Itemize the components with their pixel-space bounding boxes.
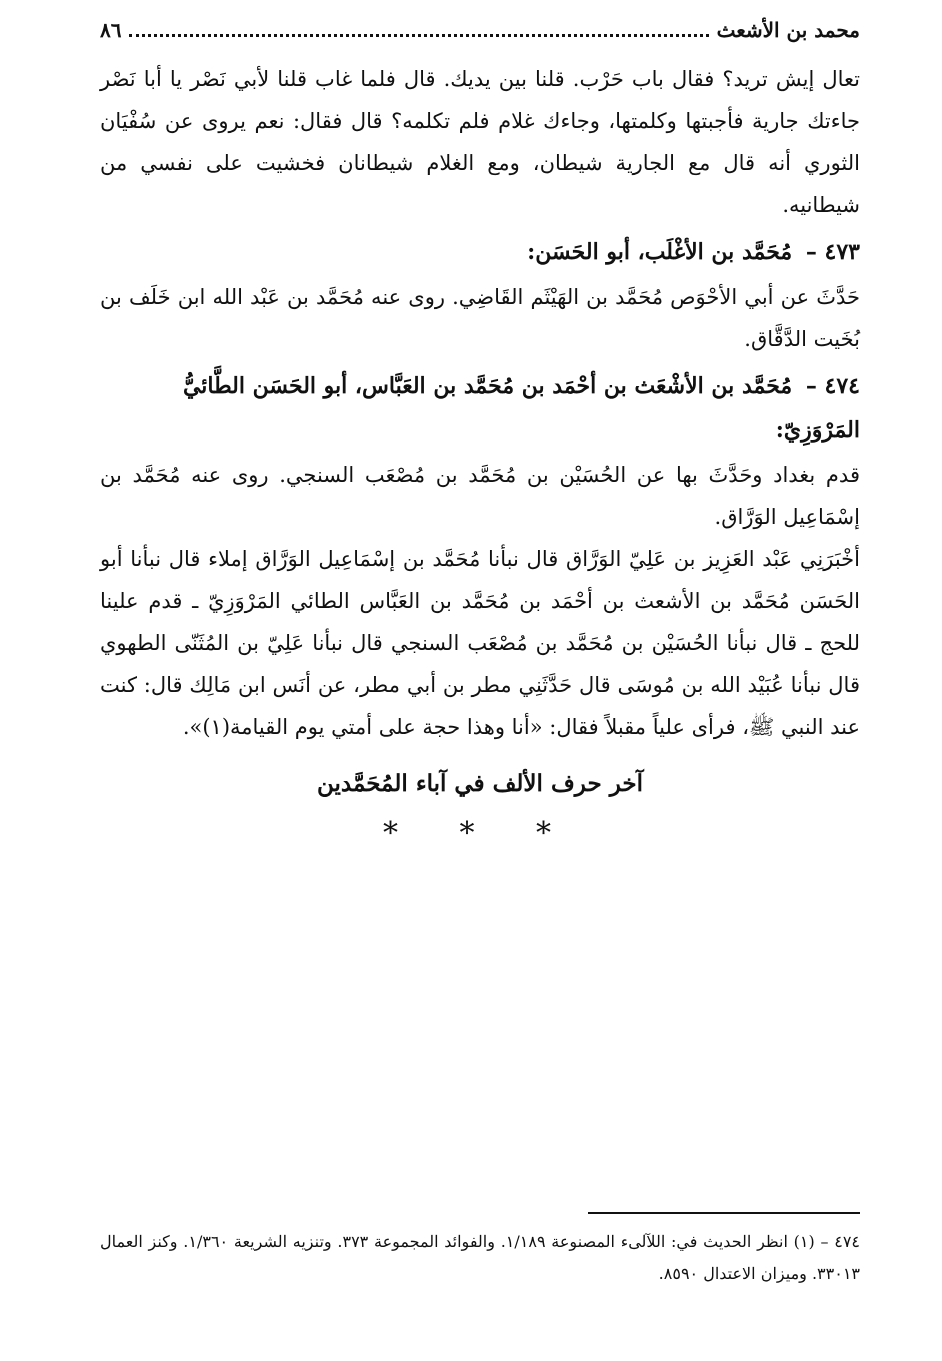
entry-473-title: مُحَمَّد بن الأغْلَب، أبو الحَسَن: <box>527 239 793 265</box>
entry-474-title: مُحَمَّد بن الأشْعَث بن أحْمَد بن مُحَمَّد بن العَبَّاس، أبو الحَسَن الطَّائيُّ المَرْوَزِيّ: <box>182 373 860 443</box>
paragraph-continuation: تعال إيش تريد؟ فقال باب حَرْب. قلنا بين يديك. قال فلما غاب قلنا لأبي نَصْر يا أبا نَصْر جاءتك جارية فأجبتها وكلمتها، وجاءك غلام فلم تكلمه؟ قال فقال: نعم يروى عن سُفْيَان الثوري أنه قال مع الجارية شيطان، ومع الغلام شيطانان فخشيت على نفسي من شيطانيه. <box>100 67 860 217</box>
entry-473-number: ٤٧٣ – <box>805 239 860 265</box>
document-page <box>100 18 860 854</box>
entry-473-heading <box>100 230 860 274</box>
leader-dots <box>129 20 708 37</box>
entry-474-hadith: أخْبَرَنِي عَبْد العَزِيز بن عَلِيّ الوَرَّاق قال نبأنا مُحَمَّد بن إسْمَاعِيل الوَرَّاق إملاء قال نبأنا أبو الحَسَن مُحَمَّد بن الأشعث بن أحْمَد بن مُحَمَّد بن العَبَّاس الطائي المَرْوَزِيّ ـ قدم علينا للحج ـ قال نبأنا الحُسَيْن بن مُحَمَّد بن مُصْعَب السنجي قال نبأنا عَلِيّ بن المُثَنّى الطهوي قال نبأنا عُبَيْد الله بن مُوسَى قال حَدَّثَنِي مطر بن أبي مطر، عن أنَس ابن مَالِك قال: كنت عند النبي ﷺ، فرأى علياً مقبلاً فقال: «أنا وهذا حجة على أمتي يوم القيامة(١)». <box>100 547 860 739</box>
entry-474-number: ٤٧٤ – <box>805 373 860 399</box>
footnote-rule <box>588 1212 860 1214</box>
entry-473-body: حَدَّثَ عن أبي الأحْوَص مُحَمَّد بن الهَيْثَم القَاضِي. روى عنه مُحَمَّد بن عَبْد الله ابن خَلَف بن بُخَيت الدَّقَّاق. <box>100 285 860 351</box>
running-title: محمد بن الأشعث <box>716 18 860 42</box>
section-divider-stars: * * * <box>382 816 578 851</box>
section-end-title: آخر حرف الألف في آباء المُحَمَّدين <box>316 770 643 797</box>
entry-474-body: قدم بغداد وحَدَّثَ بها عن الحُسَيْن بن مُحَمَّد بن مُصْعَب السنجي. روى عنه مُحَمَّد بن إسْمَاعِيل الوَرَّاق. <box>100 463 860 529</box>
entry-474-heading <box>100 364 860 452</box>
running-head <box>100 18 860 54</box>
footnote: ٤٧٤ – (١) انظر الحديث في: اللآلىء المصنوعة ١/١٨٩. والفوائد المجموعة ٣٧٣. وتنزيه الشريعة ١/٣٦٠. وكنز العمال ٣٣٠١٣. وميزان الاعتدال ٨٥٩٠. <box>100 1232 861 1283</box>
page-number: ٨٦ <box>100 18 122 42</box>
